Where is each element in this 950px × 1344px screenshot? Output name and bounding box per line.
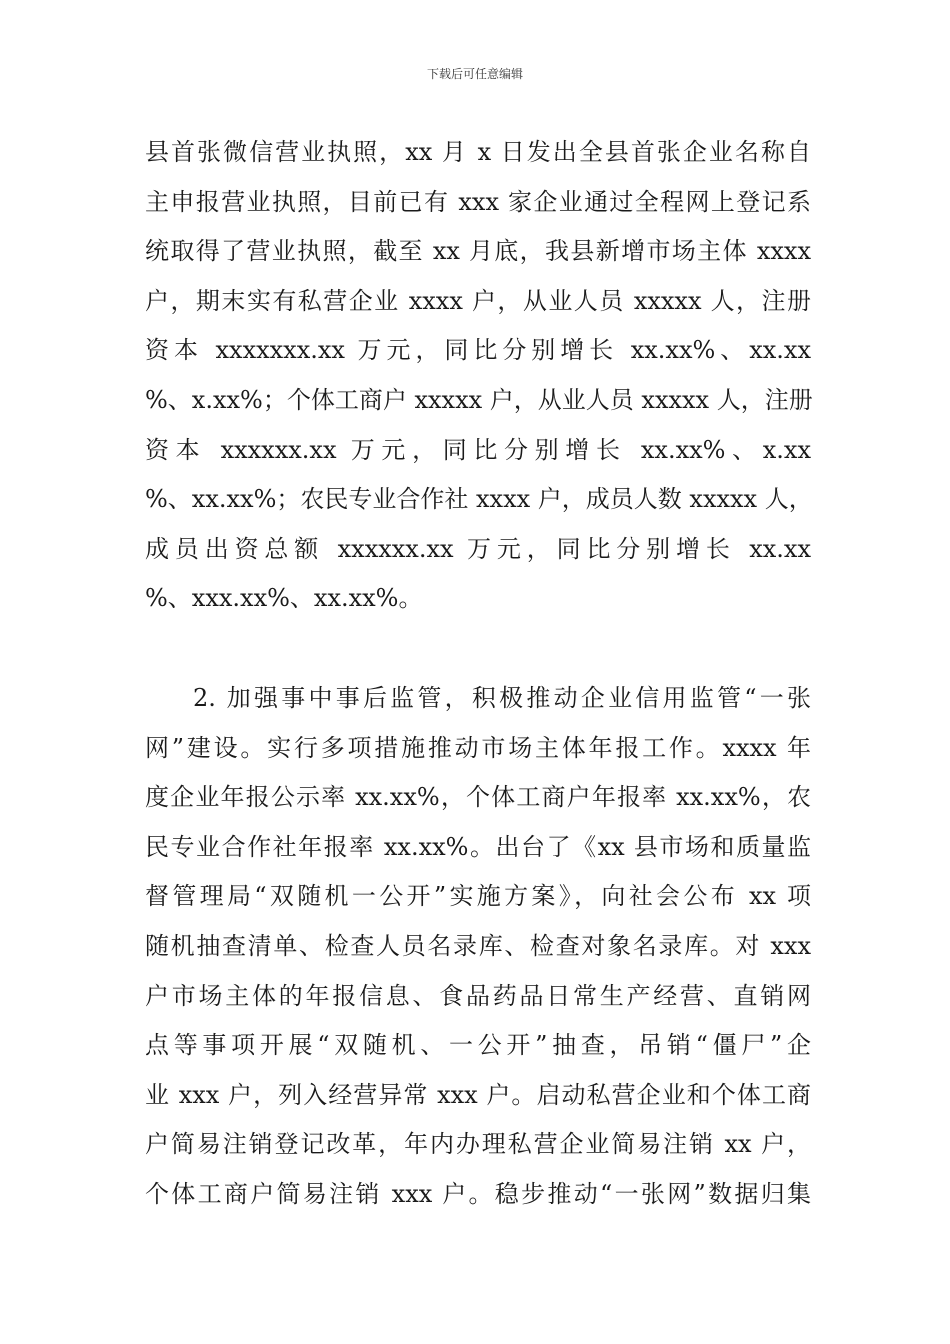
text-line: 资本 xxxxxxx.xx 万元，同比分别增长 xx.xx%、xx.xx xyxy=(145,336,811,365)
text-line: 户简易注销登记改革，年内办理私营企业简易注销 xx 户， xyxy=(145,1130,811,1159)
text-line: 业 xxx 户，列入经营异常 xxx 户。启动私营企业和个体工商 xyxy=(145,1080,811,1109)
text-line: 成员出资总额 xxxxxx.xx 万元，同比分别增长 xx.xx xyxy=(145,534,811,563)
paragraph-supervision xyxy=(145,674,811,1220)
text-line: 度企业年报公示率 xx.xx%，个体工商户年报率 xx.xx%，农 xyxy=(145,783,811,812)
text-line: 民专业合作社年报率 xx.xx%。出台了《xx 县市场和质量监 xyxy=(145,832,811,861)
text-line: %、xxx.xx%、xx.xx%。 xyxy=(145,584,423,613)
text-line: 网”建设。实行多项措施推动市场主体年报工作。xxxx 年 xyxy=(145,733,811,762)
page-header: 下载后可任意编辑 xyxy=(426,67,523,81)
text-line: 个体工商户简易注销 xxx 户。稳步推动“一张网”数据归集 xyxy=(145,1179,811,1208)
text-line: 户市场主体的年报信息、食品药品日常生产经营、直销网 xyxy=(145,981,811,1010)
text-line: 督管理局“双随机一公开”实施方案》，向社会公布 xx 项 xyxy=(145,882,811,911)
text-line: 资本 xxxxxx.xx 万元，同比分别增长 xx.xx%、x.xx xyxy=(145,435,811,464)
text-line: 统取得了营业执照，截至 xx 月底，我县新增市场主体 xxxx xyxy=(145,237,811,266)
text-line: 2. 加强事中事后监管，积极推动企业信用监管“一张 xyxy=(193,684,811,712)
text-line: %、x.xx%；个体工商户 xxxxx 户，从业人员 xxxxx 人，注册 xyxy=(145,385,813,414)
text-line: 县首张微信营业执照，xx 月 x 日发出全县首张企业名称自 xyxy=(145,138,811,166)
paragraph-market-registration xyxy=(145,128,811,624)
text-line: %、xx.xx%；农民专业合作社 xxxx 户，成员人数 xxxxx 人， xyxy=(145,485,813,514)
text-line: 点等事项开展“双随机、一公开”抽查，吊销“僵尸”企 xyxy=(145,1031,811,1060)
text-line: 户，期末实有私营企业 xxxx 户，从业人员 xxxxx 人，注册 xyxy=(145,286,811,315)
text-line: 主申报营业执照，目前已有 xxx 家企业通过全程网上登记系 xyxy=(145,187,811,216)
text-line: 随机抽查清单、检查人员名录库、检查对象名录库。对 xxx xyxy=(145,931,811,960)
